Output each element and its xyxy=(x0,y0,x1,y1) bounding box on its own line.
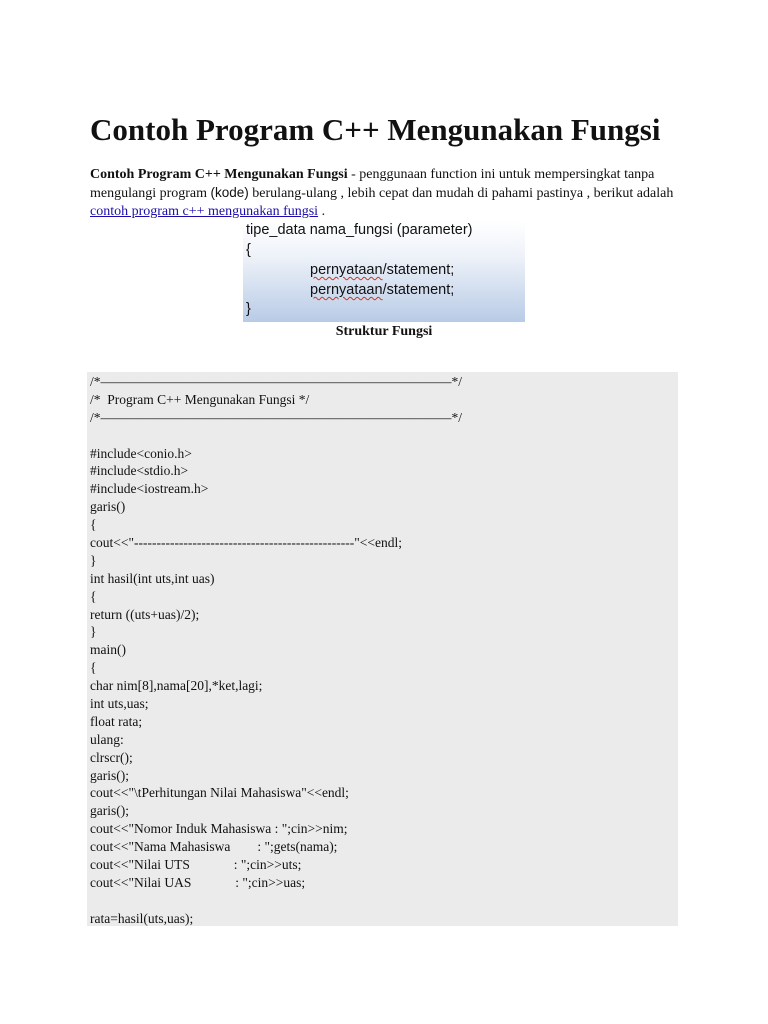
figure-line-open-brace: { xyxy=(246,242,251,258)
code-line: char nim[8],nama[20],*ket,lagi; xyxy=(90,678,263,694)
code-line: garis(); xyxy=(90,767,129,783)
code-line: { xyxy=(90,517,97,533)
figure-line-close-brace: } xyxy=(246,301,251,317)
code-listing xyxy=(90,373,462,928)
intro-text-1: - penggunaan function ini untuk mempersingkat tanpa mengulangi program xyxy=(90,167,655,201)
code-line: /* Program C++ Mengunakan Fungsi */ xyxy=(90,391,310,407)
code-line: clrscr(); xyxy=(90,749,133,765)
code-line: { xyxy=(90,660,97,676)
code-line: float rata; xyxy=(90,713,143,729)
code-line: int uts,uas; xyxy=(90,696,149,712)
code-line: #include<conio.h> xyxy=(90,445,192,461)
code-line: return ((uts+uas)/2); xyxy=(90,606,200,622)
intro-text-3: . xyxy=(318,204,326,219)
code-line: cout<<"-------------------------------------------------"<<endl; xyxy=(90,535,402,551)
function-structure-figure xyxy=(243,221,525,322)
code-line: rata=hasil(uts,uas); xyxy=(90,910,194,926)
code-line: cout<<"Nomor Induk Mahasiswa : ";cin>>nim; xyxy=(90,821,348,837)
figure-caption: Struktur Fungsi xyxy=(335,324,433,339)
code-line: garis() xyxy=(90,499,126,515)
article-link[interactable]: contoh program c++ mengunakan fungsi xyxy=(90,204,319,219)
code-line xyxy=(90,427,462,445)
code-line: cout<<"Nilai UAS : ";cin>>uas; xyxy=(90,874,306,890)
figure-statement-1-word: pernyataan xyxy=(310,262,383,278)
code-line: { xyxy=(90,588,97,604)
intro-text-2: berulang-ulang , lebih cepat dan mudah di pahami pastinya , berikut adalah xyxy=(248,186,674,201)
code-line: cout<<"Nama Mahasiswa : ";gets(nama); xyxy=(90,839,338,855)
code-line: garis(); xyxy=(90,803,129,819)
code-line: cout<<"\tPerhitungan Nilai Mahasiswa"<<endl; xyxy=(90,785,349,801)
code-line: #include<iostream.h> xyxy=(90,481,209,497)
figure-line-signature: tipe_data nama_fungsi (parameter) xyxy=(246,222,473,238)
article-title: Contoh Program C++ Mengunakan Fungsi xyxy=(90,112,661,147)
figure-statement-1-rest: /statement; xyxy=(382,262,455,278)
code-line: ulang: xyxy=(90,731,124,747)
code-line: main() xyxy=(90,642,126,658)
code-line: /*——————————————————————————*/ xyxy=(90,409,463,425)
intro-paragraph xyxy=(90,166,680,221)
code-line: /*——————————————————————————*/ xyxy=(90,374,463,389)
intro-bold-lead: Contoh Program C++ Mengunakan Fungsi xyxy=(90,167,348,182)
figure-statement-2-word: pernyataan xyxy=(310,282,383,298)
code-line: #include<stdio.h> xyxy=(90,463,189,479)
code-block xyxy=(87,372,678,926)
code-line: } xyxy=(90,552,97,568)
figure-line-statement-2 xyxy=(310,282,454,298)
code-line: cout<<"Nilai UTS : ";cin>>uts; xyxy=(90,857,302,873)
figure-statement-2-rest: /statement; xyxy=(382,282,455,298)
figure-line-statement-1 xyxy=(310,262,454,278)
code-line xyxy=(90,892,462,910)
intro-kode: (kode) xyxy=(210,185,249,200)
code-line: int hasil(int uts,int uas) xyxy=(90,570,215,586)
code-line: } xyxy=(90,624,97,640)
